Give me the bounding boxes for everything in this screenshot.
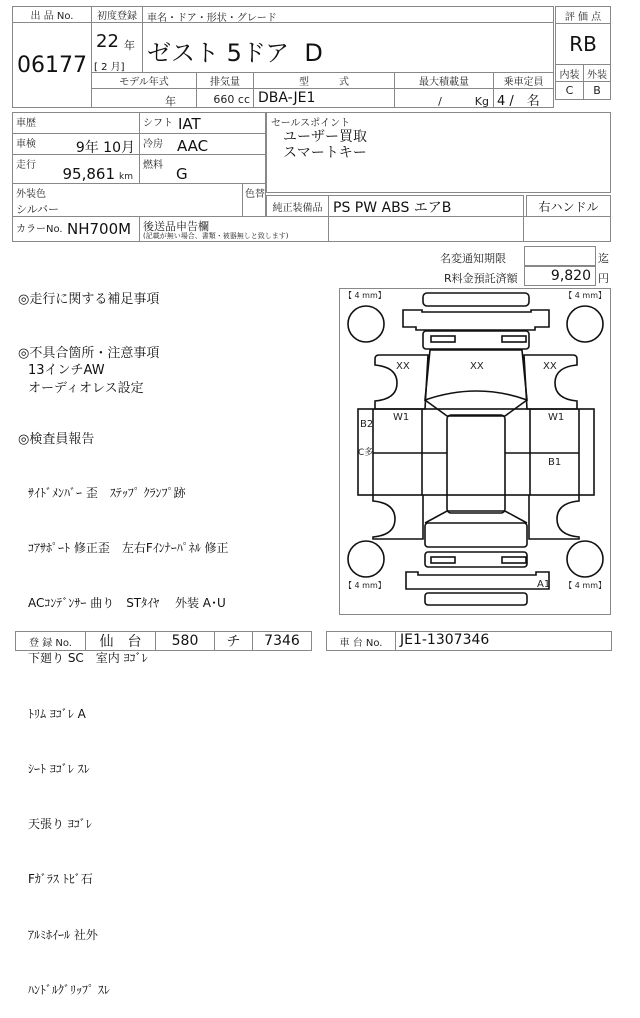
tire-depth-rear-right: 【 4 mm】 <box>564 581 606 590</box>
color-no-cell <box>12 216 140 242</box>
score-label: 評 価 点 <box>555 6 611 24</box>
shaken-cell <box>12 133 140 155</box>
shaken-label: 車検 <box>16 139 36 150</box>
mark-hood: XX <box>470 361 484 372</box>
color-change-cell <box>242 183 266 217</box>
type-label: 型 式 <box>253 72 395 89</box>
recycle-label: R料金預託済額 <box>444 272 518 285</box>
inspector-item: ｻｲﾄﾞﾒﾝﾊﾞｰ 歪 ｽﾃｯﾌﾟ ｸﾗﾝﾌﾟ跡 <box>28 485 186 500</box>
inspector-item: 下廻り SC 室内 ﾖｺﾞﾚ <box>28 651 148 666</box>
interior-label: 内装 <box>555 64 584 82</box>
inspector-item: ﾄﾘﾑ ﾖｺﾞﾚ A <box>28 706 86 721</box>
interior-grade: C <box>555 81 584 100</box>
sales-point-item: スマートキー <box>283 145 367 161</box>
sales-point-box <box>266 112 611 193</box>
history-cell <box>12 112 140 134</box>
car-damage-diagram <box>339 288 611 615</box>
name-change-unit: 迄 <box>598 252 609 265</box>
reg-number: 7346 <box>252 631 312 651</box>
name-change-value <box>524 246 596 266</box>
color-change-label: 色替 <box>245 189 265 200</box>
color-value: シルバー <box>16 203 59 216</box>
lot-no: 06177 <box>12 22 92 108</box>
capacity: 4 / 名 <box>493 88 554 108</box>
recycle-unit: 円 <box>598 272 609 285</box>
mileage-cell <box>12 154 140 184</box>
handle-position: 右ハンドル <box>526 195 611 217</box>
year-unit: 年 <box>124 39 135 52</box>
reg-no-label: 登 録 No. <box>15 631 86 651</box>
later-items-extra <box>523 216 611 242</box>
defect-item: 13インチAW <box>28 363 105 378</box>
shift-cell <box>139 112 266 134</box>
mileage-value: 95,861 <box>62 165 115 183</box>
fuel-value: G <box>176 165 188 183</box>
mark-sill-left-b: B2 <box>360 419 374 430</box>
driving-notes-title: ◎走行に関する補足事項 <box>18 292 160 307</box>
lot-no-label: 出 品 No. <box>12 6 92 23</box>
exterior-grade: B <box>583 81 611 100</box>
displacement-label: 排気量 <box>196 72 254 89</box>
shift-label: シフト <box>143 118 173 129</box>
color-no-value: NH700M <box>67 220 132 238</box>
inspector-item: ﾊﾝﾄﾞﾙｸﾞﾘｯﾌﾟ ｽﾚ <box>28 982 110 997</box>
exterior-label: 外装 <box>583 64 611 82</box>
inspector-item: ACｺﾝﾃﾞﾝｻｰ 曲り STﾀｲﾔ 外装 A･U <box>28 596 226 611</box>
inspector-item: ｼｰﾄ ﾖｺﾞﾚ ｽﾚ <box>28 761 90 776</box>
mileage-label: 走行 <box>16 160 36 171</box>
shift-value: IAT <box>178 115 201 133</box>
name-change-label: 名変通知期限 <box>440 252 506 265</box>
reg-area: 仙 台 <box>85 631 156 651</box>
inspector-item: Fｶﾞﾗｽ ﾄﾋﾞ石 <box>28 872 93 887</box>
model-year-label: モデル年式 <box>91 72 197 89</box>
type-value: DBA-JE1 <box>253 88 395 108</box>
first-reg-box <box>91 22 143 73</box>
later-items-cell <box>139 216 329 242</box>
mark-fender-right: XX <box>543 361 557 372</box>
first-reg-month: [ 2 月] <box>94 62 125 73</box>
chassis-label: 車 台 No. <box>326 631 396 651</box>
shaken-value: 9年 10月 <box>75 140 135 156</box>
first-reg-year: 22 <box>96 31 119 52</box>
car-name-label: 車名・ドア・形状・グレード <box>142 6 554 23</box>
ac-value: AAC <box>177 137 209 155</box>
inspector-item: ｱﾙﾐﾎｲｰﾙ 社外 <box>28 927 98 942</box>
mark-sill-left-c: C多 <box>358 448 374 458</box>
sales-point-label: セールスポイント <box>271 118 351 129</box>
recycle-value: 9,820 <box>524 266 596 286</box>
max-load: / Kg <box>394 88 494 108</box>
inspector-item: ｺｱｻﾎﾟｰﾄ 修正歪 左右Fｲﾝﾅｰﾊﾟﾈﾙ 修正 <box>28 541 229 556</box>
capacity-label: 乗車定員 <box>493 72 554 89</box>
inspector-item: 天張り ﾖｺﾞﾚ <box>28 817 92 832</box>
score: RB <box>555 23 611 65</box>
tire-depth-rear-left: 【 4 mm】 <box>344 581 386 590</box>
fuel-cell <box>139 154 266 184</box>
mark-door-right-front: W1 <box>548 412 565 423</box>
ac-label: 冷房 <box>143 139 163 150</box>
displacement: 660 cc <box>196 88 254 108</box>
mark-door-left-front: W1 <box>393 412 410 423</box>
color-no-label: カラーNo. <box>16 224 63 235</box>
fuel-label: 燃料 <box>143 160 163 171</box>
chassis-no: JE1-1307346 <box>395 631 612 651</box>
equipment-label: 純正装備品 <box>266 195 329 217</box>
equipment-value: PS PW ABS エアB <box>328 195 524 217</box>
car-name: ゼスト 5ドア D <box>142 22 554 73</box>
mark-door-right-rear: B1 <box>548 457 562 468</box>
later-items-label: 後送品申告欄 <box>143 220 209 233</box>
color-cell <box>12 183 243 217</box>
later-items-note: (記載が無い場合、書類・被器無しと致します) <box>143 232 289 240</box>
sales-point-item: ユーザー買取 <box>283 129 367 145</box>
mark-rear-bumper: A1 <box>537 579 551 590</box>
history-label: 車歴 <box>16 118 36 129</box>
defect-item: オーディオレス設定 <box>28 381 144 396</box>
tire-depth-front-left: 【 4 mm】 <box>344 291 386 300</box>
model-year-value: 年 <box>91 88 197 108</box>
mileage-unit: km <box>119 172 133 182</box>
mark-fender-left: XX <box>396 361 410 372</box>
ac-cell <box>139 133 266 155</box>
max-load-label: 最大積載量 <box>394 72 494 89</box>
color-label: 外装色 <box>16 189 46 200</box>
reg-kana: チ <box>214 631 253 651</box>
car-outline-icon <box>340 289 612 616</box>
defects-title: ◎不具合箇所・注意事項 <box>18 346 160 361</box>
first-reg-label: 初度登録 <box>91 6 143 23</box>
tire-depth-front-right: 【 4 mm】 <box>564 291 606 300</box>
reg-class: 580 <box>155 631 215 651</box>
later-items-value <box>328 216 524 242</box>
inspector-title: ◎検査員報告 <box>18 432 95 447</box>
